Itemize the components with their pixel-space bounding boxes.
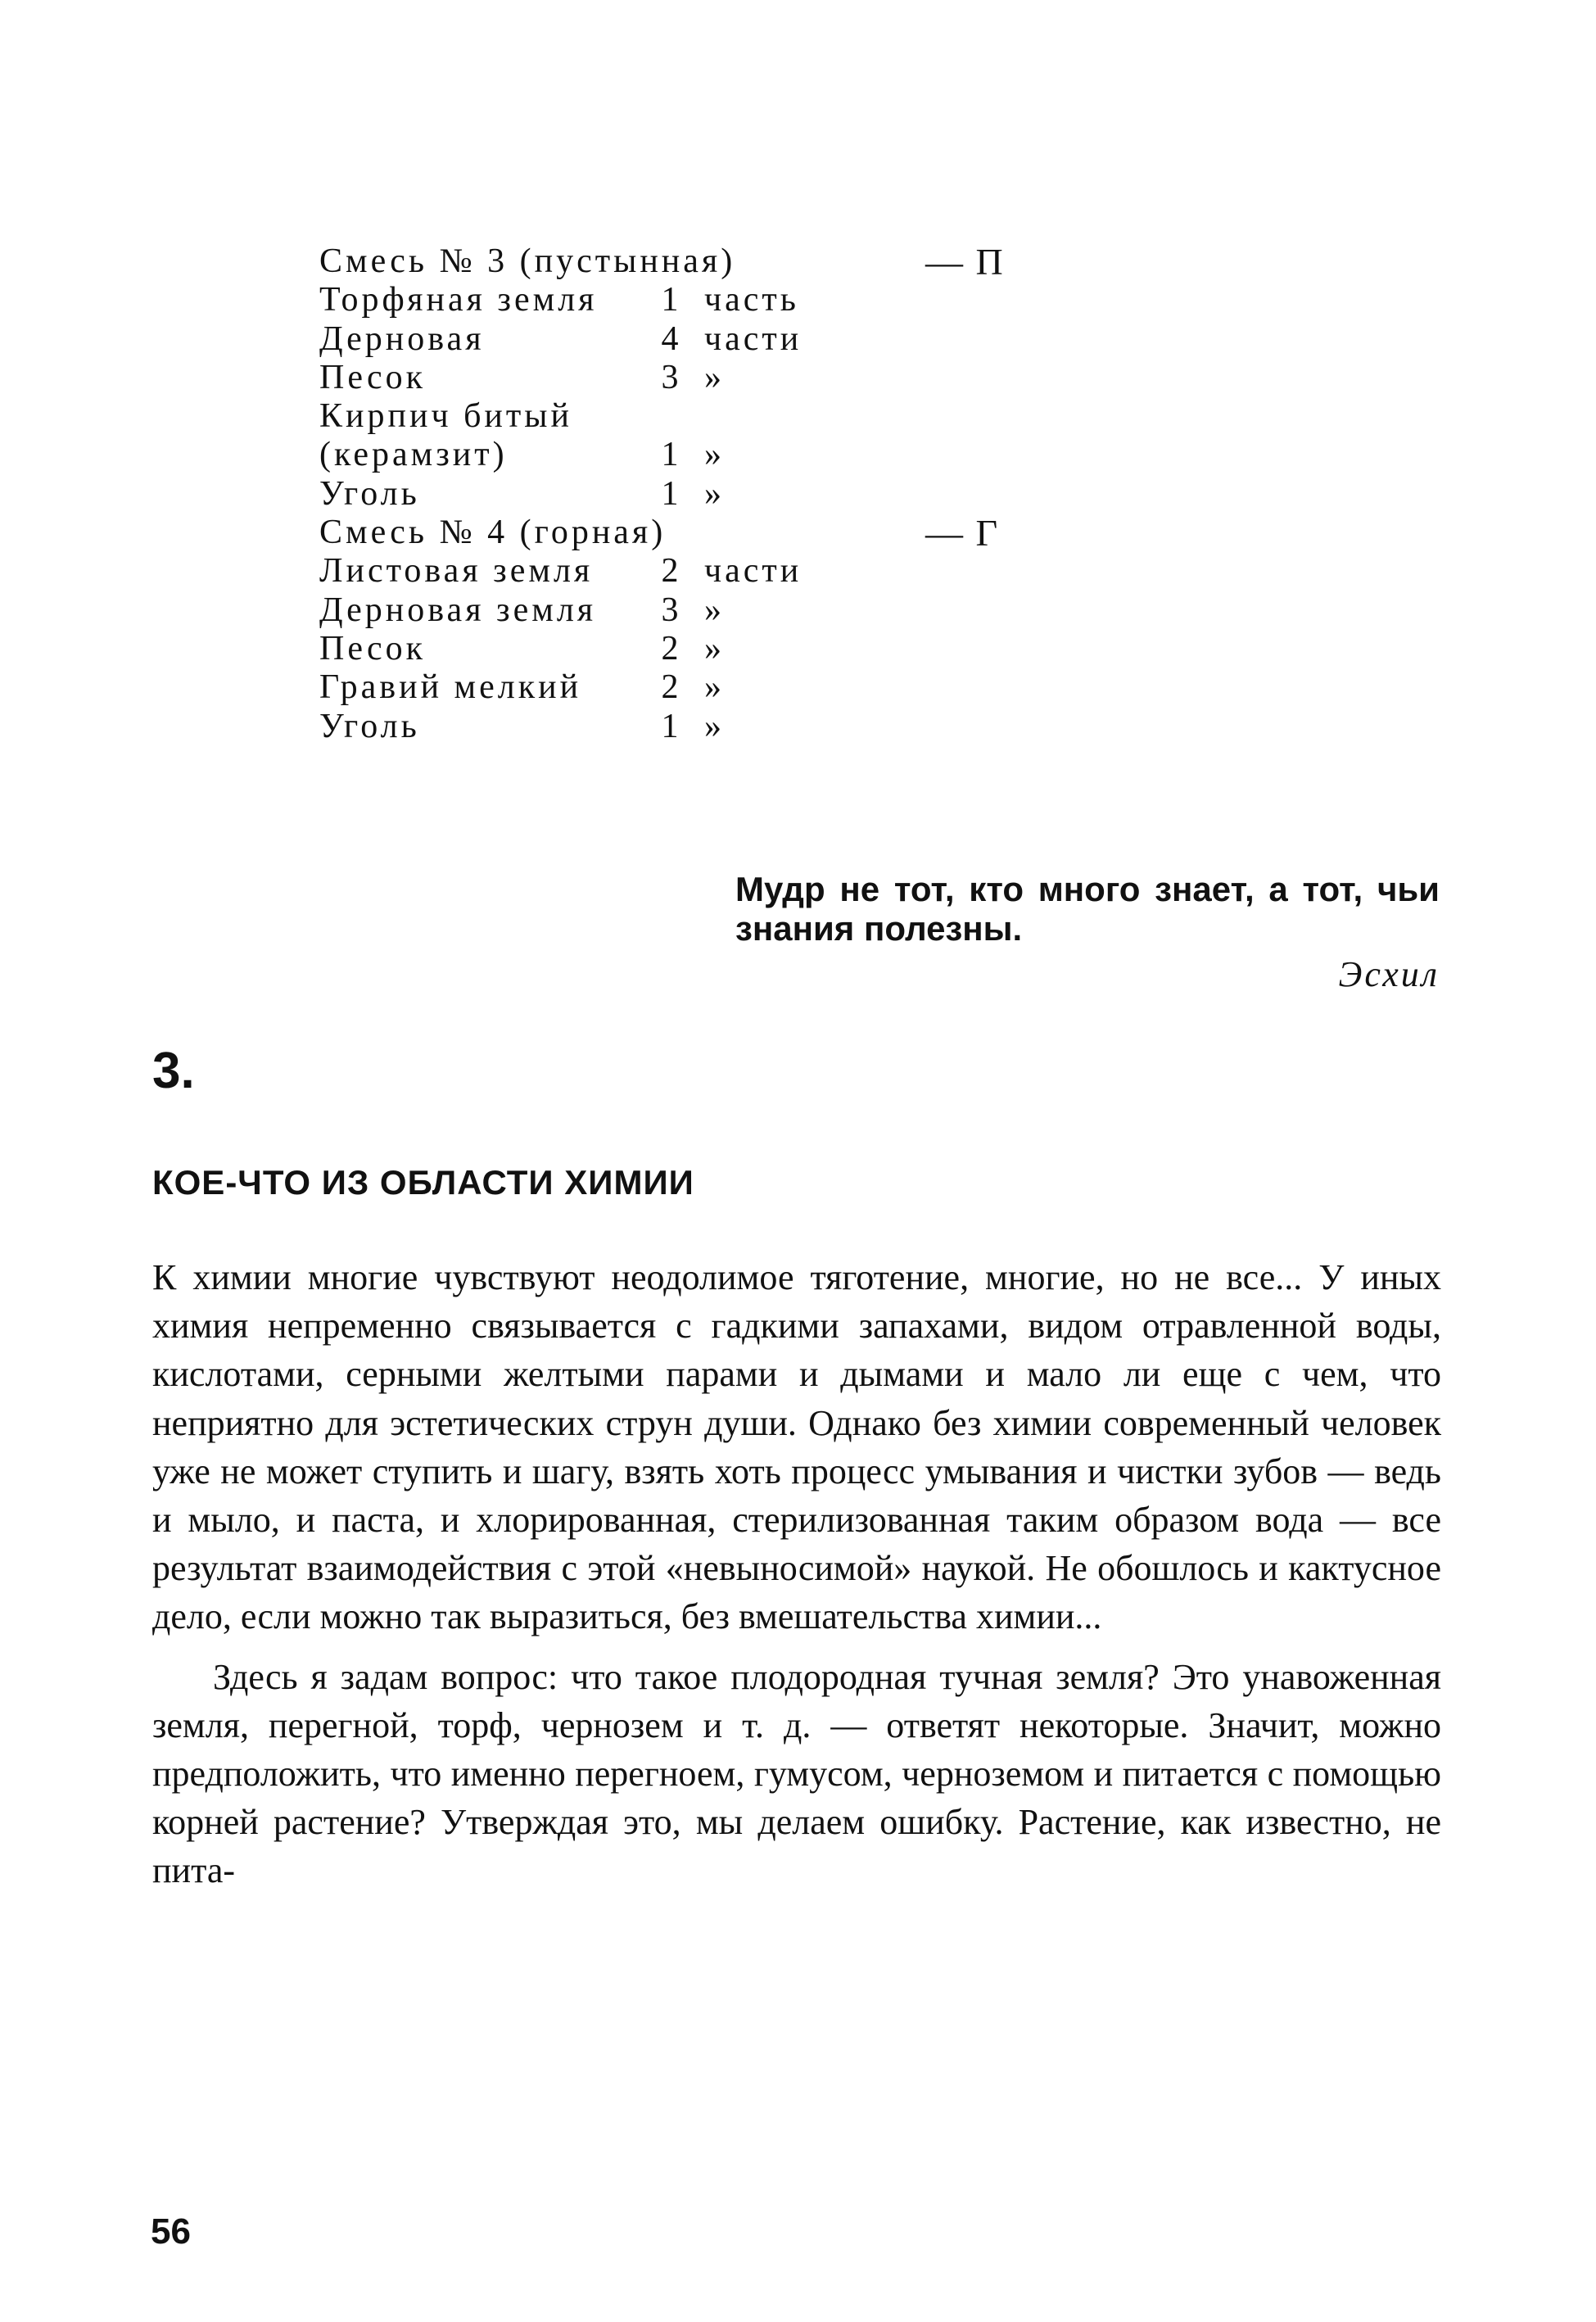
mix-unit: » <box>704 629 725 668</box>
mix-row <box>319 708 1024 746</box>
paragraph: К химии многие чувствуют неодолимое тяготение, многие, но не все... У иных химия непременно связывается с гадкими запахами, видом отравленной воды, кислотами, серными желтыми парами и дымами и мало ли еще с чем, что неприятно для эстетических струн души. Однако без химии современный человек уже не может ступить и шагу, взять хоть процесс умывания и чистки зубов — ведь и мыло, и паста, и хлорированная, стерилизованная таким образом вода — все результат взаимодействия с этой «невыносимой» наукой. Не обошлось и кактусное дело, если можно так выразиться, без вмешательства химии... <box>152 1257 1441 1637</box>
mix-name: Уголь <box>319 707 420 745</box>
mix-quantity: 1 <box>661 474 682 513</box>
mix-name: (керамзит) <box>319 436 508 474</box>
epigraph-author: Эсхил <box>1338 954 1440 994</box>
mix-unit: » <box>704 668 725 707</box>
mix-unit: части <box>704 552 803 591</box>
mix-row <box>319 359 1024 397</box>
paragraph: Здесь я задам вопрос: что такое плодородная тучная земля? Это унавоженная земля, перегной, торф, чернозем и т. д. — ответят некоторые. Значит, можно предположить, что именно перегноем, гумусом, черноземом и питается с помощью корней растение? Утверждая это, мы делаем ошибку. Растение, как известно, не пита- <box>152 1656 1441 1891</box>
mix-row <box>319 436 1024 474</box>
mix-name: Песок <box>319 358 427 396</box>
mix-row <box>319 320 1024 359</box>
mix-quantity: 2 <box>661 668 682 707</box>
mix-row <box>319 668 1024 707</box>
mix-label: — П <box>925 241 1005 283</box>
epigraph <box>735 870 1440 995</box>
mix-quantity: 3 <box>661 591 682 629</box>
mix-name: Листовая земля <box>319 552 594 591</box>
mix-unit: » <box>704 591 725 629</box>
mix-name: Гравий мелкий <box>319 668 582 707</box>
mix-row <box>319 514 1024 552</box>
mix-row <box>319 475 1024 514</box>
mix-unit: часть <box>704 281 799 319</box>
page-number: 56 <box>151 2211 191 2252</box>
mix-name: Смесь № 4 (горная) <box>319 514 667 552</box>
epigraph-text: Мудр не тот, кто много знает, а тот, чьи знания полезны. <box>735 870 1440 948</box>
mix-unit: » <box>704 707 725 745</box>
mix-name: Песок <box>319 629 427 668</box>
mix-name: Кирпич битый <box>319 397 572 436</box>
mix-quantity: 1 <box>661 436 682 474</box>
mix-name: Уголь <box>319 474 420 513</box>
mix-unit: » <box>704 436 725 474</box>
body-text <box>152 1253 1441 1895</box>
chapter-number: 3. <box>152 1043 195 1099</box>
mix-quantity: 1 <box>661 281 682 319</box>
mix-quantity: 3 <box>661 358 682 396</box>
mix-quantity: 1 <box>661 707 682 745</box>
mix-row <box>319 630 1024 668</box>
mix-quantity: 2 <box>661 552 682 591</box>
mix-row <box>319 591 1024 630</box>
mix-unit: » <box>704 358 725 396</box>
mix-unit: » <box>704 474 725 513</box>
mix-label: — Г <box>925 512 1000 554</box>
mix-row <box>319 552 1024 591</box>
mix-name: Торфяная земля <box>319 281 598 319</box>
mix-name: Дерновая <box>319 319 485 358</box>
mix-row <box>319 397 1024 436</box>
mix-quantity: 2 <box>661 629 682 668</box>
mix-row <box>319 242 1024 281</box>
mix-unit: части <box>704 319 803 358</box>
mix-row <box>319 281 1024 319</box>
chapter-title: КОЕ-ЧТО ИЗ ОБЛАСТИ ХИМИИ <box>152 1163 694 1202</box>
mix-name: Дерновая земля <box>319 591 597 629</box>
mix-name: Смесь № 3 (пустынная) <box>319 242 736 280</box>
soil-mix-list <box>319 242 1024 746</box>
mix-quantity: 4 <box>661 319 682 358</box>
